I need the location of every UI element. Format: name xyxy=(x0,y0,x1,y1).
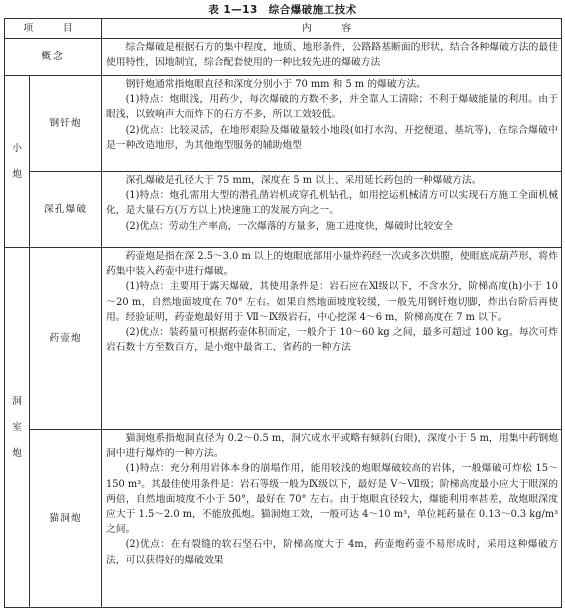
maodong-definition: 猫洞炮系指炮洞直径为 0.2～0.5 m，洞穴成水平或略有倾斜(台眼)，深度小于 5 m，用集中药钢炮洞中进行爆炸的一种方法。 xyxy=(106,433,559,460)
shenkong-definition: 深孔爆破是孔径大于 75 mm，深度在 5 m 以上、采用延长药包的一种爆破方法。 xyxy=(125,175,482,186)
row-label-gangqian: 钢钎炮 xyxy=(30,76,102,172)
table-row xyxy=(5,430,562,608)
header-content: 内 容 xyxy=(102,19,562,39)
group-cave-blasting: 洞室炮 xyxy=(5,248,30,608)
gangqian-advantages: (2)优点：比较灵活，在地形艰险及爆破量较小地段(如打水沟、开挖便道、基坑等)，在综合爆破中是一种改造地形，为其他炮型服务的辅助炮型 xyxy=(106,124,559,151)
shenkong-advantages: (2)优点：劳动生产率高，一次爆落的方量多，施工进度快，爆破时比较安全 xyxy=(125,220,453,232)
row-label-shenkong: 深孔爆破 xyxy=(30,172,102,248)
table-row xyxy=(5,39,562,76)
group-small-blasting: 小炮 xyxy=(5,76,30,248)
row-content-gangqian xyxy=(102,76,562,172)
table-row xyxy=(5,248,562,430)
gangqian-definition: 钢钎炮通常指炮眼直径和深度分别小于 70 mm 和 5 m 的爆破方法。 xyxy=(125,79,426,90)
table-row xyxy=(5,76,562,172)
concept-text: 综合爆破是根据石方的集中程度，地质、地形条件，公路路基断面的形状，结合各种爆破方法的最佳使用特性，因地制宜，综合配套使用的一种比较先进的爆破方法 xyxy=(106,42,559,69)
table-header-row xyxy=(5,19,562,39)
maodong-features: (1)特点：充分利用岩体本身的崩塌作用，能用较浅的炮眼爆破较高的岩体，一般爆破可炸松 15～150 m³。其最佳使用条件是：岩石等级一般为Ⅸ级以下，最好是 Ⅴ～Ⅶ级；阶梯高度最小应大于眼深的两倍，自然地面坡度不小于 50°，最好在 70° 左右。由于炮眼直径较大，爆能利用率甚差，故炮眼深度应大于 1.5～2.0 m，不能放孤炮。猫洞炮工效，一般可达 4～10 m³，单位耗药量在 0.13～0.3 kg/m³ 之间。 xyxy=(106,463,559,536)
header-item: 项 目 xyxy=(5,19,102,39)
blasting-technique-table xyxy=(4,18,562,608)
concept-label: 概念 xyxy=(5,39,102,76)
row-label-yaohu: 药壶炮 xyxy=(30,248,102,430)
yaohu-definition: 药壶炮是指在深 2.5～3.0 m 以上的炮眼底部用小量炸药经一次或多次烘膛，使眼底成葫芦形，将炸药集中装入药壶中进行爆破。 xyxy=(106,251,559,278)
row-content-yaohu xyxy=(102,248,562,430)
yaohu-advantages: (2)优点：装药量可根据药壶体积而定，一般介于 10～60 kg 之间，最多可超过 100 kg。每次可炸岩石数十方至数百方，是小炮中最省工、省药的一种方法 xyxy=(106,327,559,354)
row-content-maodong xyxy=(102,430,562,608)
shenkong-features: (1)特点：炮孔需用大型的潜孔凿岩机或穿孔机钻孔，如用挖运机械清方可以实现石方施工全面机械化，是大量石方(万方以上)快速施工的发展方向之一。 xyxy=(106,190,559,217)
yaohu-features: (1)特点：主要用于露天爆破，其使用条件是：岩石应在Ⅺ级以下，不含水分，阶梯高度(h)小于 10～20 m，自然地面坡度在 70° 左右。如果自然地面坡度较缓，一般先用钢钎炮切脚，炸出台阶后再使用。经验证明，药壶炮最好用于 Ⅶ～Ⅸ级岩石，中心挖深 4～6 m，阶梯高度在 7 m 以下。 xyxy=(106,281,559,323)
maodong-advantages: (2)优点：在有裂缝的软石坚石中，阶梯高度大于 4m，药壶炮药壶不易形成时，采用这种爆破方法，可以获得好的爆破效果 xyxy=(106,539,559,566)
concept-content xyxy=(102,39,562,76)
table-title: 表 1—13 综合爆破施工技术 xyxy=(208,4,357,16)
gangqian-features: (1)特点：炮眼浅，用药少，每次爆破的方数不多，并全靠人工清除；不利于爆破能量的利用。由于眼浅，以致响声大而炸下的石方不多，所以工效较低。 xyxy=(106,94,559,121)
row-content-shenkong xyxy=(102,172,562,248)
row-label-maodong: 猫洞炮 xyxy=(30,430,102,608)
table-row xyxy=(5,172,562,248)
